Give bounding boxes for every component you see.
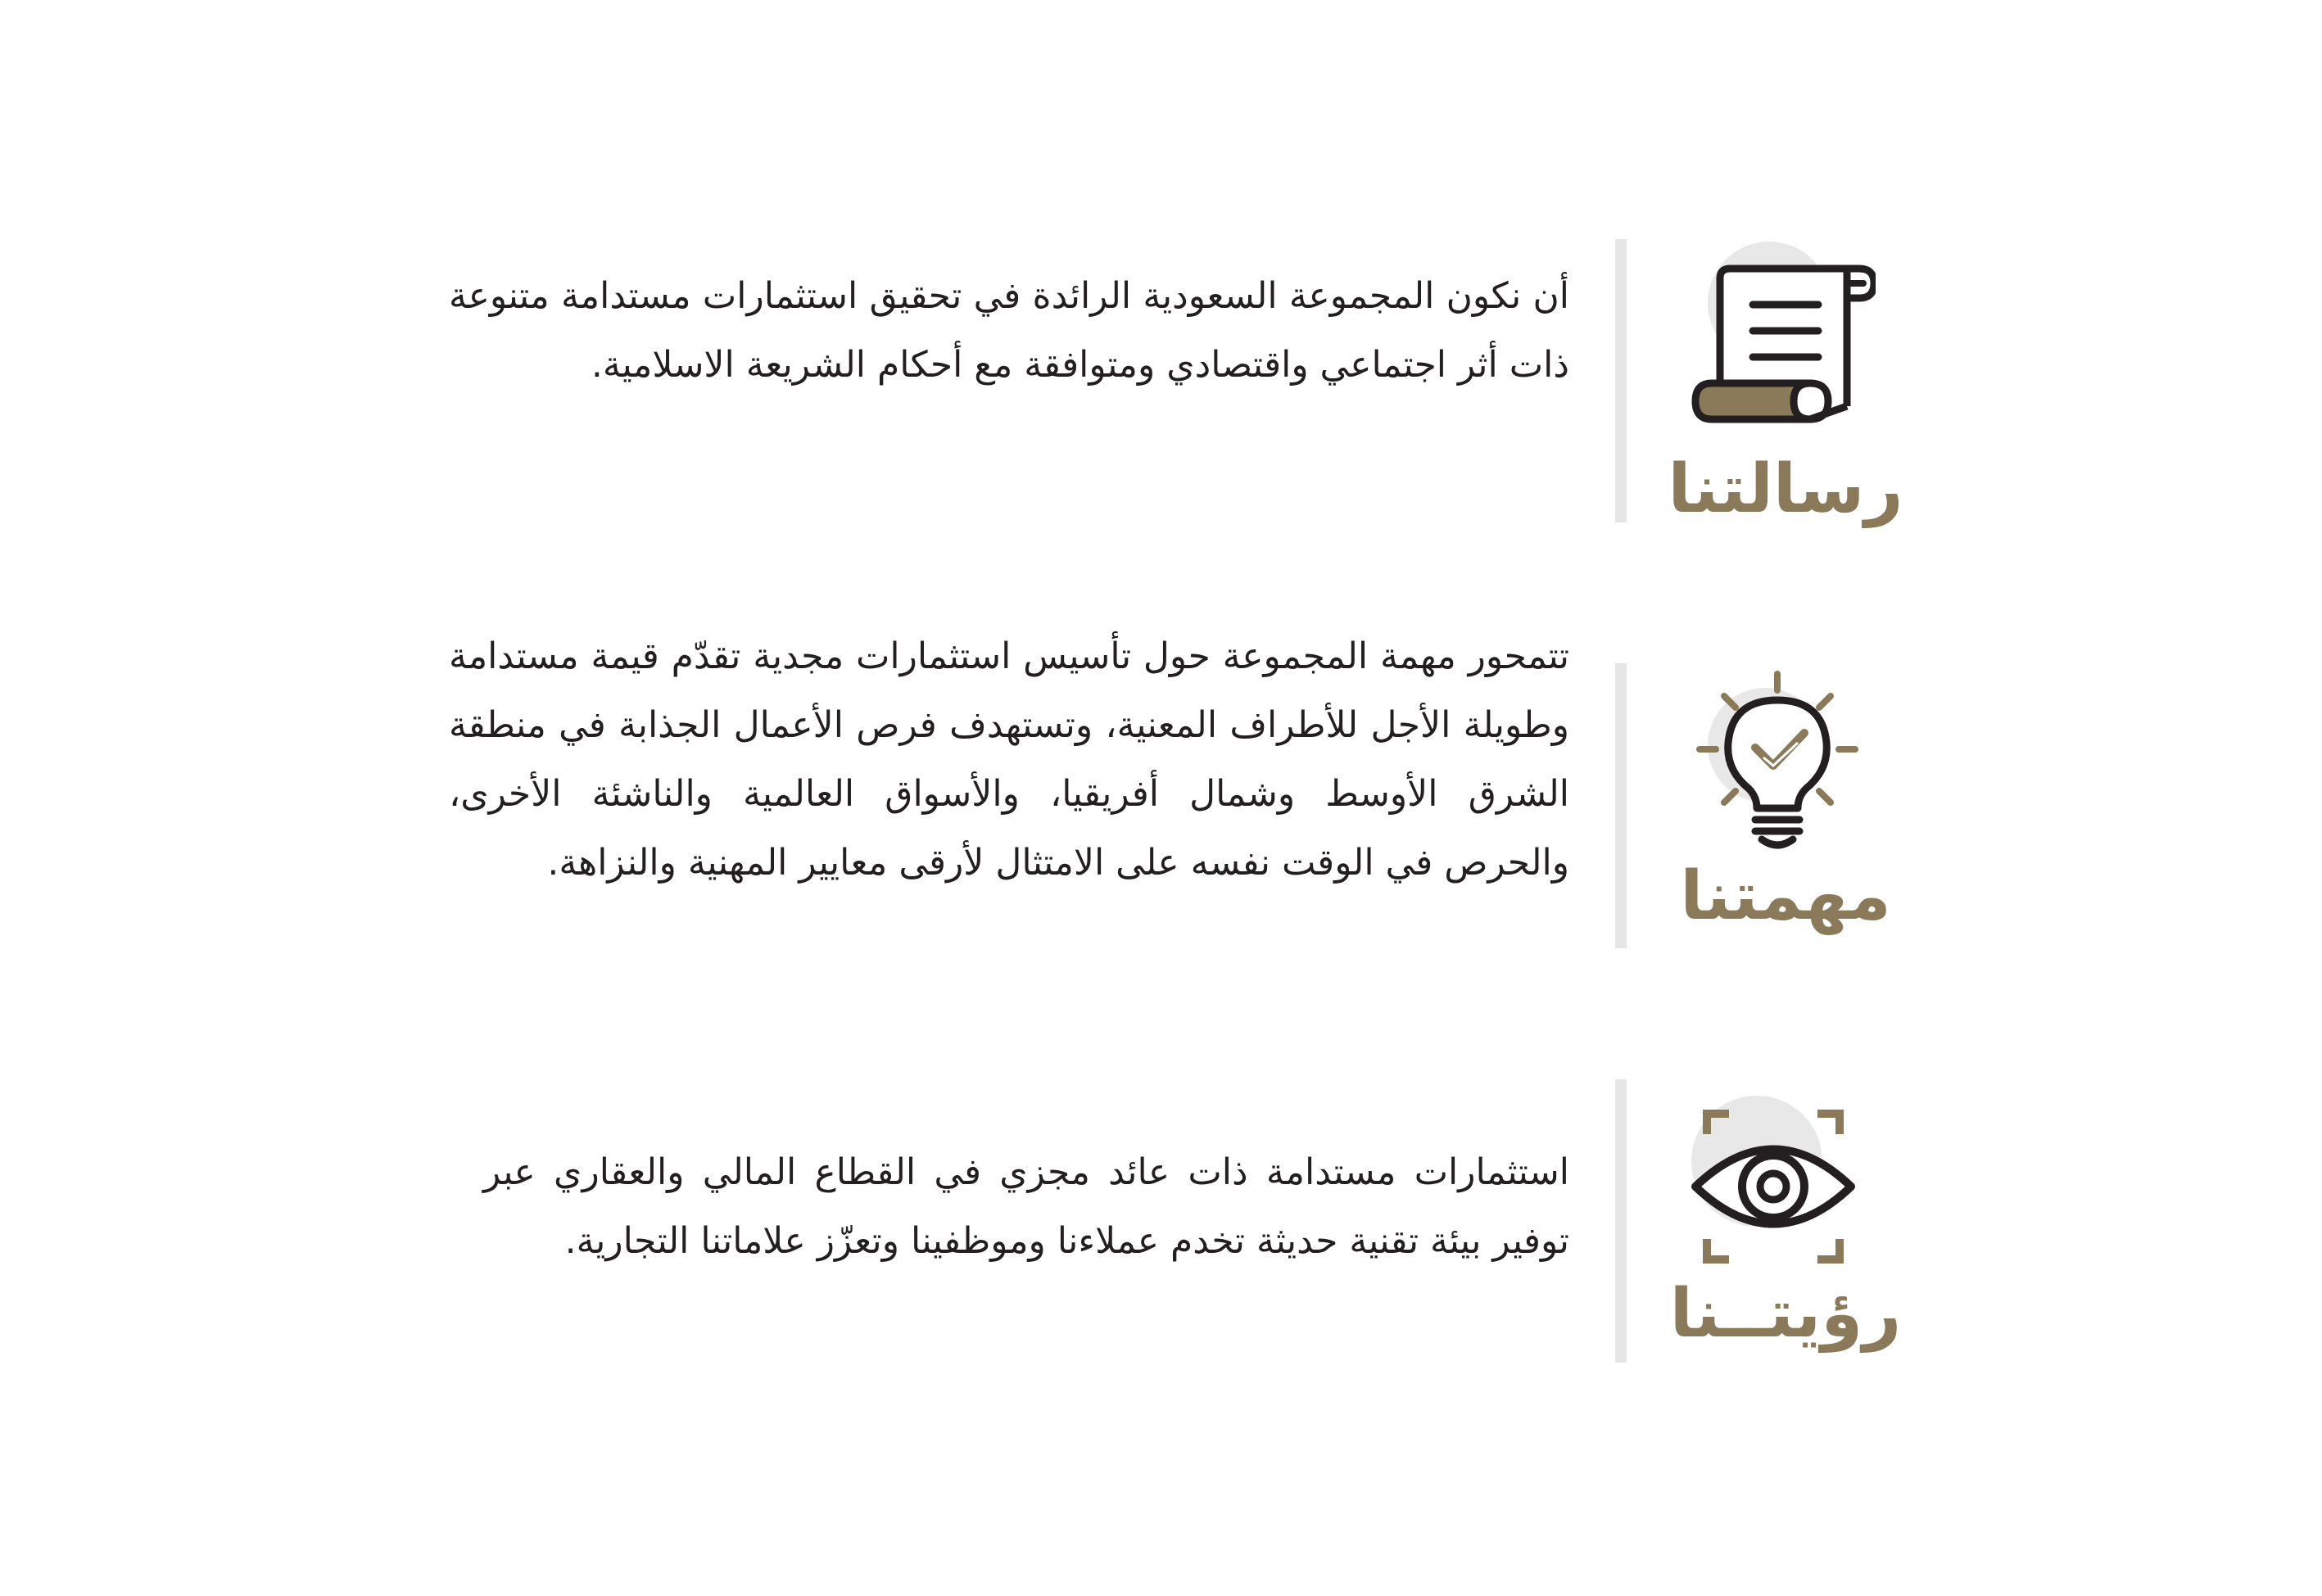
- mission-divider: [1615, 663, 1627, 948]
- message-heading: رسالتنا: [1668, 450, 1903, 528]
- message-divider: [1615, 239, 1627, 522]
- scroll-icon: [1687, 237, 1876, 426]
- vision-text: استثمارات مستدامة ذات عائد مجزي في القطاع المالي والعقاري عبر توفير بيئة تقنية حديثة تخدم عملاءنا وموظفينا وتعزّز علاماتنا التجارية.: [483, 1151, 1569, 1262]
- message-text: أن نكون المجموعة السعودية الرائدة في تحقيق استثمارات مستدامة متنوعة ذات أثر اجتماعي واقتصادي ومتوافقة مع أحكام الشريعة الاسلامية.: [449, 275, 1569, 386]
- mission-heading: مهمتنا: [1680, 857, 1891, 935]
- lightbulb-check-icon: [1683, 667, 1872, 856]
- vision-divider: [1615, 1079, 1627, 1363]
- vision-heading: رؤيتــنا: [1669, 1275, 1902, 1353]
- eye-focus-icon: [1679, 1087, 1867, 1276]
- mission-text: تتمحور مهمة المجموعة حول تأسيس استثمارات مجدية تقدّم قيمة مستدامة وطويلة الأجل للأطراف المعنية، وتستهدف فرص الأعمال الجذابة في منطقة الشرق الأوسط وشمال أفريقيا، والأسواق العالمية والناشئة الأخرى، والحرص في الوقت نفسه على الامتثال لأرقى معايير المهنية والنزاهة.: [449, 635, 1569, 884]
